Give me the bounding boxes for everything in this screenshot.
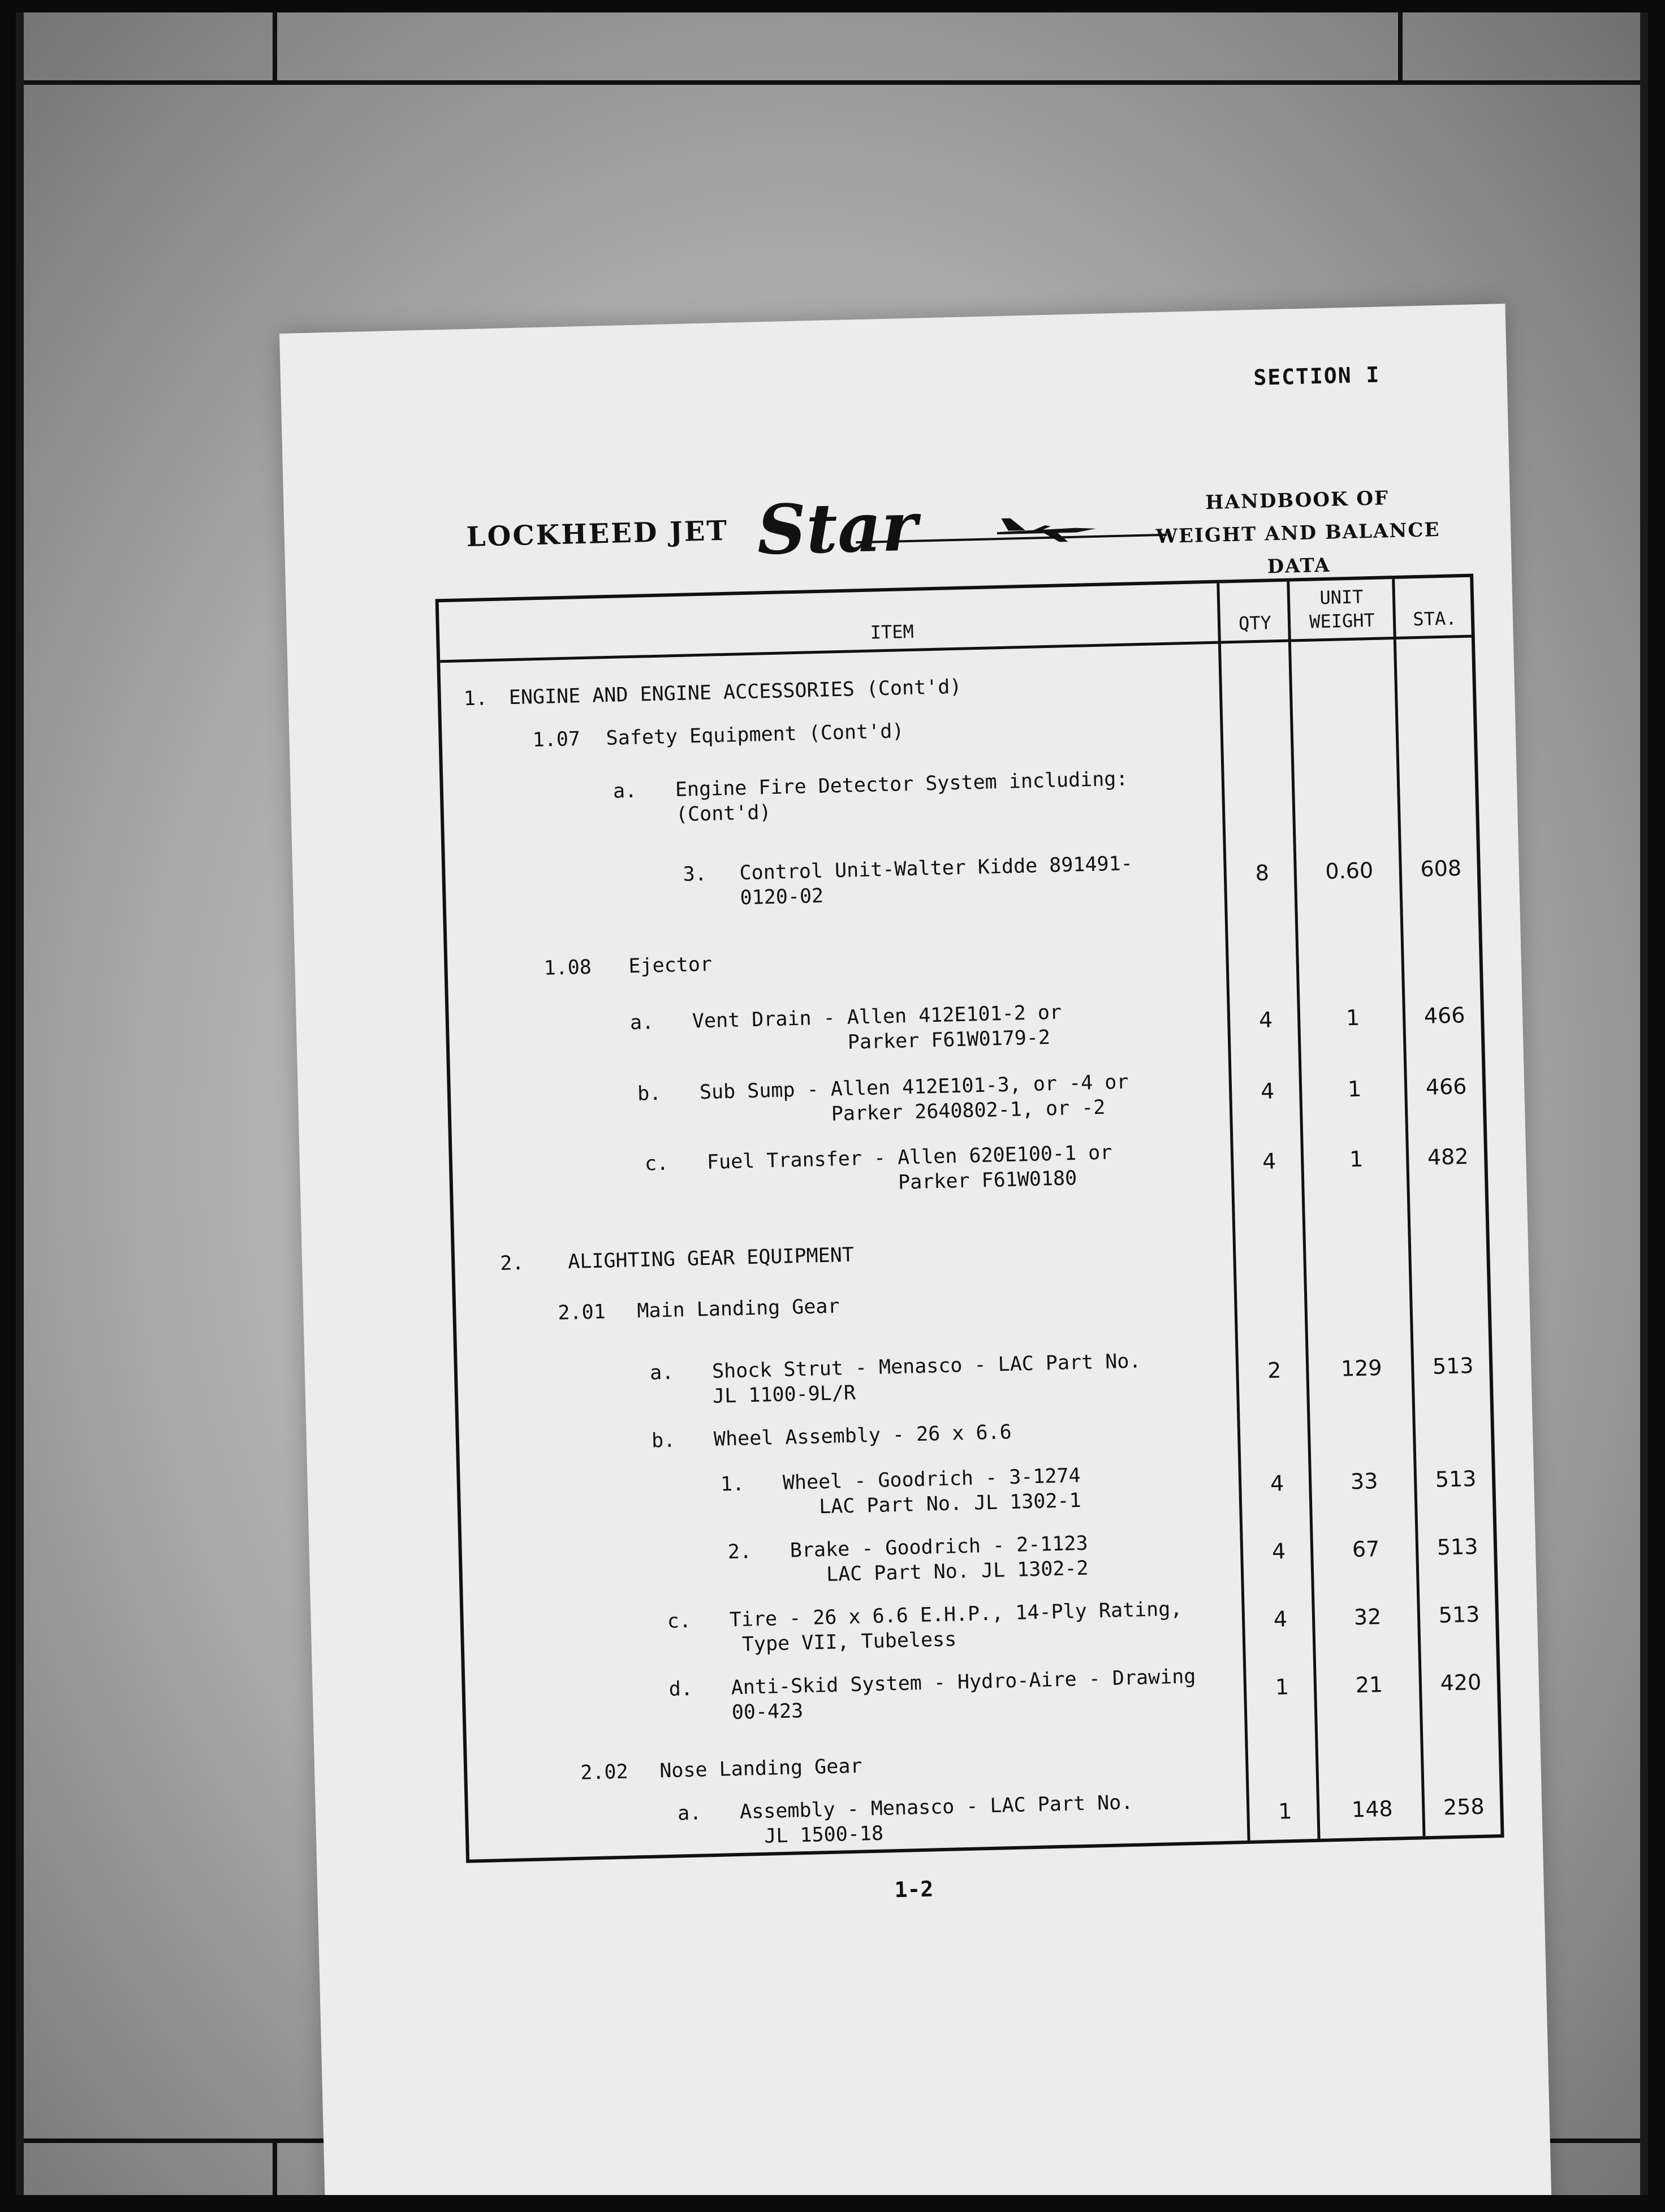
frame-tick xyxy=(273,12,277,85)
row-qty: 4 xyxy=(1270,1471,1284,1496)
row-station: 482 xyxy=(1427,1144,1469,1170)
row-number: 1. xyxy=(720,1472,745,1496)
row-unit-weight xyxy=(1309,1280,1410,1282)
header-qty: QTY xyxy=(1238,612,1272,634)
row-unit-weight xyxy=(1319,1740,1421,1742)
row-station: 608 xyxy=(1420,856,1462,882)
row-description: Safety Equipment (Cont'd) xyxy=(606,720,904,750)
row-number: d. xyxy=(668,1677,693,1701)
row-unit-weight: 33 xyxy=(1350,1468,1378,1494)
handbook-line-1: HANDBOOK OF xyxy=(1205,487,1390,515)
table-row xyxy=(442,705,1473,752)
row-description: Control Unit-Walter Kidde 891491- 0120-02 xyxy=(739,852,1133,910)
document-page xyxy=(279,304,1555,2195)
row-number: 2. xyxy=(727,1540,752,1564)
row-unit-weight xyxy=(1296,772,1398,775)
row-station xyxy=(1416,1408,1493,1410)
row-description: ENGINE AND ENGINE ACCESSORIES (Cont'd) xyxy=(508,675,962,710)
row-station xyxy=(1412,1278,1489,1280)
row-unit-weight xyxy=(1312,1410,1413,1412)
row-number: 1. xyxy=(463,687,488,711)
row-qty xyxy=(1239,1282,1306,1284)
row-qty: 8 xyxy=(1255,860,1270,886)
row-description: Main Landing Gear xyxy=(636,1295,840,1323)
section-label: SECTION I xyxy=(1253,362,1381,390)
brand-name: LOCKHEED JET xyxy=(466,515,729,554)
row-station xyxy=(1404,933,1481,935)
row-number: 2. xyxy=(499,1251,524,1275)
row-qty: 1 xyxy=(1275,1674,1289,1700)
row-description: Wheel Assembly - 26 x 6.6 xyxy=(713,1420,1012,1451)
row-number: 3. xyxy=(683,862,708,886)
table-row xyxy=(441,662,1472,711)
row-qty: 4 xyxy=(1273,1606,1288,1632)
row-qty: 4 xyxy=(1271,1539,1286,1564)
row-number: b. xyxy=(651,1429,676,1453)
table-row xyxy=(461,1521,1493,1587)
row-description: Sub Sump - Allen 412E101-3, or -4 or Parker 2640802-1, or -2 xyxy=(699,1070,1129,1129)
row-description: Wheel - Goodrich - 3-1274 LAC Part No. JL 1302-1 xyxy=(782,1464,1082,1519)
header-item: ITEM xyxy=(870,620,915,643)
row-unit-weight: 32 xyxy=(1353,1604,1382,1630)
row-description: Anti-Skid System - Hydro-Aire - Drawing 00-423 xyxy=(731,1665,1196,1725)
page-number: 1-2 xyxy=(894,1876,934,1903)
row-station xyxy=(1411,1227,1488,1229)
row-qty: 1 xyxy=(1278,1799,1293,1824)
row-station: 466 xyxy=(1425,1074,1467,1100)
frame-tick xyxy=(273,2138,277,2195)
table-row xyxy=(468,1781,1499,1848)
handbook-line-2: WEIGHT AND BALANCE DATA xyxy=(1155,518,1440,578)
row-unit-weight: 21 xyxy=(1355,1672,1383,1698)
row-unit-weight xyxy=(1295,707,1396,709)
row-unit-weight xyxy=(1300,935,1402,937)
row-description: Vent Drain - Allen 412E101-2 or Parker F61W0179-2 xyxy=(692,1001,1062,1058)
row-unit-weight: 148 xyxy=(1351,1796,1394,1822)
row-description: Assembly - Menasco - LAC Part No. JL 1500-18 xyxy=(739,1791,1133,1848)
row-qty xyxy=(1226,775,1294,776)
row-unit-weight: 1 xyxy=(1349,1146,1364,1172)
table-row xyxy=(452,1131,1483,1199)
table-row xyxy=(467,1738,1498,1785)
row-qty xyxy=(1237,1232,1305,1233)
brand-script: Star xyxy=(756,486,918,571)
row-station: 513 xyxy=(1437,1533,1478,1560)
row-number: 1.08 xyxy=(544,956,592,980)
row-station: 513 xyxy=(1438,1601,1480,1628)
table-row xyxy=(455,1227,1486,1275)
row-number: a. xyxy=(677,1801,702,1825)
row-unit-weight: 1 xyxy=(1347,1076,1362,1102)
row-unit-weight: 1 xyxy=(1345,1005,1360,1031)
row-number: b. xyxy=(637,1082,662,1105)
row-station: 420 xyxy=(1440,1669,1482,1696)
table-row xyxy=(456,1278,1487,1325)
row-description: Tire - 26 x 6.6 E.H.P., 14-Ply Rating, Type VII, Tubeless xyxy=(729,1597,1183,1657)
row-station: 466 xyxy=(1424,1003,1465,1029)
table-row xyxy=(451,1061,1482,1129)
row-unit-weight: 0.60 xyxy=(1325,858,1374,884)
header-weight: WEIGHT xyxy=(1309,609,1375,633)
row-station: 513 xyxy=(1432,1353,1474,1379)
table-row xyxy=(449,990,1480,1058)
header-unit: UNIT xyxy=(1319,586,1364,609)
row-unit-weight: 129 xyxy=(1340,1355,1383,1381)
table-body xyxy=(439,577,1501,1860)
weight-table xyxy=(435,574,1504,1863)
row-description: Fuel Transfer - Allen 620E100-1 or Parker F61W0180 xyxy=(706,1141,1112,1199)
row-number: 2.01 xyxy=(557,1301,606,1325)
row-description: Ejector xyxy=(628,953,713,978)
row-number: 2.02 xyxy=(580,1760,629,1785)
row-description: Engine Fire Detector System including: (Cont'd) xyxy=(675,767,1128,827)
row-description: Nose Landing Gear xyxy=(659,1755,862,1783)
row-qty xyxy=(1223,666,1291,668)
row-unit-weight xyxy=(1293,664,1395,666)
row-qty: 2 xyxy=(1267,1358,1282,1383)
row-qty: 4 xyxy=(1260,1078,1275,1104)
table-row xyxy=(443,758,1474,827)
row-qty xyxy=(1224,709,1292,711)
row-qty: 4 xyxy=(1262,1148,1276,1174)
row-station xyxy=(1400,770,1477,772)
row-unit-weight xyxy=(1307,1229,1409,1232)
table-row xyxy=(447,934,1478,980)
row-number: a. xyxy=(629,1011,654,1035)
table-row xyxy=(465,1657,1496,1725)
film-frame xyxy=(16,12,1648,2195)
row-description: Shock Strut - Menasco - LAC Part No. JL 1100-9L/R xyxy=(711,1350,1141,1408)
header-sta: STA. xyxy=(1412,607,1457,630)
row-station xyxy=(1424,1738,1500,1740)
row-station: 258 xyxy=(1443,1794,1485,1820)
row-qty xyxy=(1241,1412,1309,1414)
row-description: Brake - Goodrich - 2-1123 LAC Part No. JL 1302-2 xyxy=(790,1532,1089,1587)
row-number: c. xyxy=(644,1152,669,1176)
row-unit-weight: 67 xyxy=(1352,1536,1380,1562)
row-station xyxy=(1397,662,1474,664)
row-number: 1.07 xyxy=(532,728,581,752)
table-row xyxy=(460,1453,1491,1519)
table-row xyxy=(445,843,1476,910)
table-row xyxy=(459,1408,1490,1453)
row-description: ALIGHTING GEAR EQUIPMENT xyxy=(567,1243,855,1274)
handbook-title xyxy=(1121,480,1474,587)
jet-aircraft-icon xyxy=(991,511,1105,548)
row-qty xyxy=(1249,1743,1317,1744)
row-qty: 4 xyxy=(1258,1007,1273,1033)
row-station: 513 xyxy=(1435,1466,1477,1492)
row-qty xyxy=(1230,937,1298,939)
table-row xyxy=(458,1340,1489,1408)
row-station xyxy=(1399,705,1476,707)
table-row xyxy=(463,1589,1494,1657)
row-number: a. xyxy=(612,779,637,803)
row-number: a. xyxy=(649,1361,674,1385)
frame-tick xyxy=(1398,12,1403,85)
row-number: c. xyxy=(667,1609,692,1633)
